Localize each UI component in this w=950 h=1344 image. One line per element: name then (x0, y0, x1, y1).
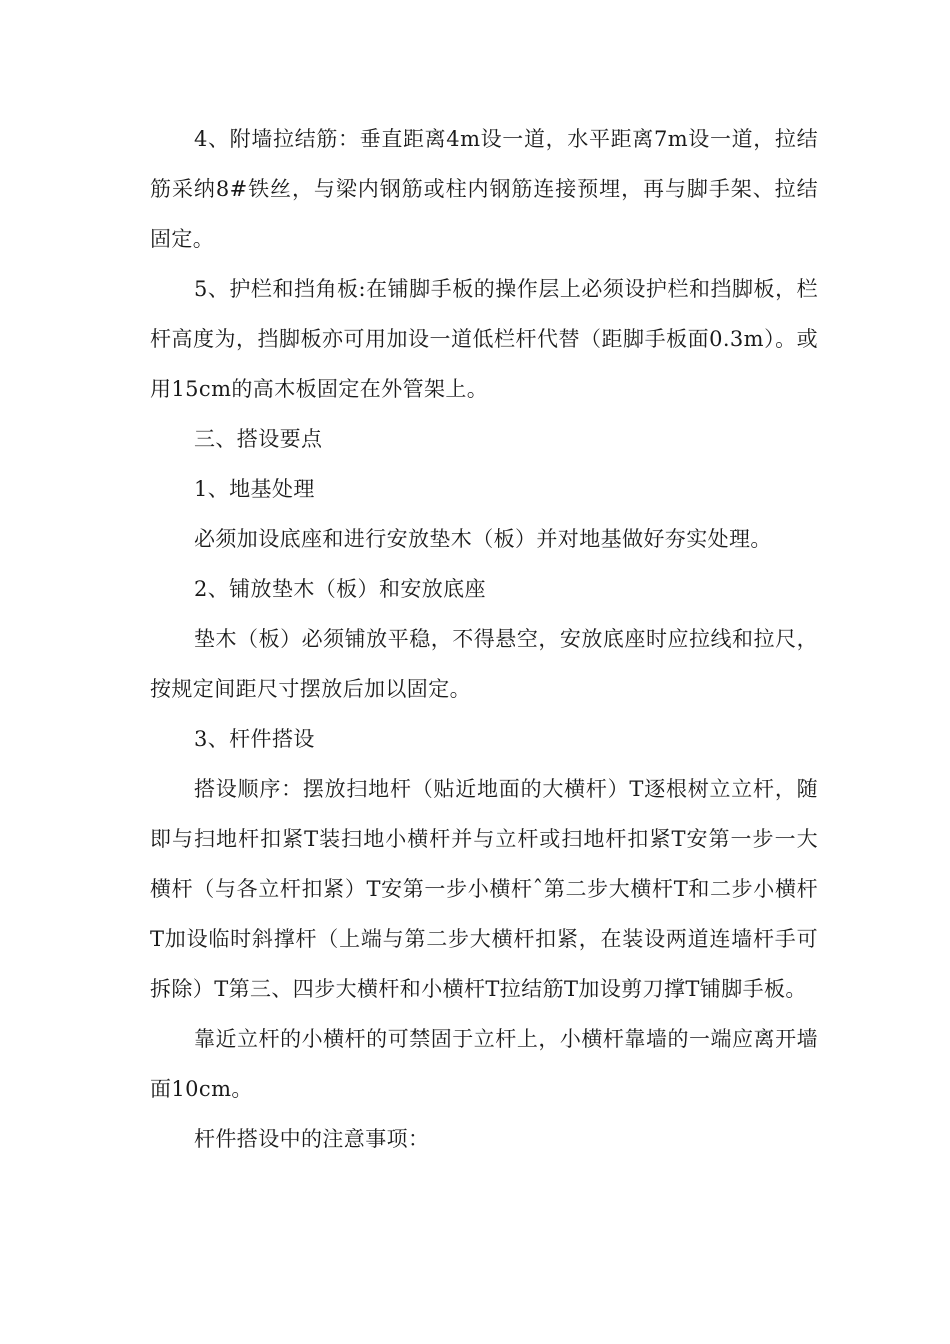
paragraph-wall-tie-bars: 4、附墙拉结筋：垂直距离4m设一道，水平距离7m设一道，拉结筋采纳8#铁丝，与梁内钢筋或柱内钢筋连接预埋，再与脚手架、拉结固定。 (150, 127, 818, 251)
paragraph-guardrail-toeboard: 5、护栏和挡角板:在铺脚手板的操作层上必须设护栏和挡脚板，栏杆高度为，挡脚板亦可用加设一道低栏杆代替（距脚手板面0.3m）。或用15cm的高木板固定在外管架上。 (150, 277, 818, 401)
subheading-base-plates: 2、铺放垫木（板）和安放底座 (194, 577, 486, 601)
document-body (150, 114, 818, 1164)
paragraph-erection-sequence: 搭设顺序：摆放扫地杆（贴近地面的大横杆）T逐根树立立杆，随即与扫地杆扣紧T装扫地小横杆并与立杆或扫地杆扣紧T安第一步一大横杆（与各立杆扣紧）T安第一步小横杆ˆ第二步大横杆T和二步小横杆T加设临时斜撑杆（上端与第二步大横杆扣紧，在装设两道连墙杆手可拆除）T第三、四步大横杆和小横杆T拉结筋T加设剪刀撑T铺脚手板。 (150, 777, 818, 1001)
paragraph-erection-notes: 杆件搭设中的注意事项： (194, 1127, 430, 1151)
paragraph-ledger-fixing: 靠近立杆的小横杆的可禁固于立杆上，小横杆靠墙的一端应离开墙面10cm。 (150, 1027, 818, 1101)
subheading-member-erection: 3、杆件搭设 (194, 727, 315, 751)
section-heading-erection-points: 三、搭设要点 (194, 427, 323, 451)
paragraph-base-plates: 垫木（板）必须铺放平稳，不得悬空，安放底座时应拉线和拉尺，按规定间距尺寸摆放后加以固定。 (150, 627, 818, 701)
subheading-foundation: 1、地基处理 (194, 477, 315, 501)
paragraph-foundation: 必须加设底座和进行安放垫木（板）并对地基做好夯实处理。 (194, 527, 772, 551)
